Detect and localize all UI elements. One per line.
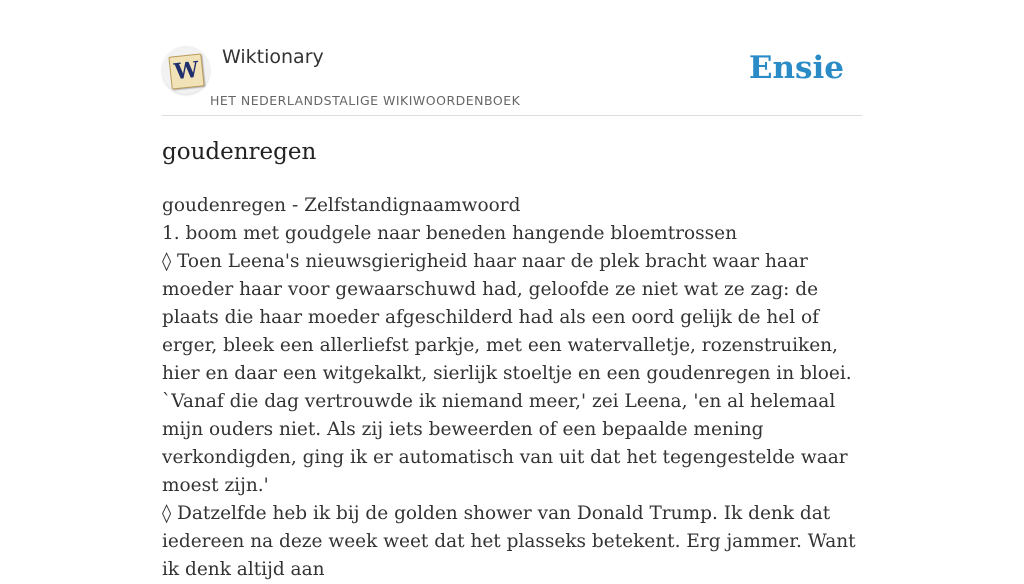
site-name[interactable]: Wiktionary [222, 46, 324, 68]
logo-letter: W [172, 56, 201, 86]
example-sentence: ◊ Toen Leena's nieuwsgierigheid haar naar de plek bracht waar haar moeder haar voor gewaarschuwd had, geloofde ze niet wat ze zag: de plaats die haar moeder afgeschilderd had als een oord gelijk de hel of erger, bleek een allerliefst parkje, met een watervalletje, rozenstruiken, hier en daar een witgekalkt, sierlijk stoeltje en een goudenregen in bloei. `Vanaf die dag vertrouwde ik niemand meer,' zei Leena, 'en al helemaal mijn ouders niet. Als zij iets beweerden of een bepaalde mening verkondigden, ging ik er automatisch van uit dat het tegengestelde waar moest zijn.' [162, 251, 852, 496]
ensie-brand-link[interactable]: Ensie [748, 50, 844, 86]
word-type: goudenregen - Zelfstandignaamwoord [162, 195, 521, 216]
page-title: goudenregen [162, 139, 317, 165]
page [162, 0, 862, 580]
example-sentence: ◊ Datzelfde heb ik bij de golden shower van Donald Trump. Ik denk dat iedereen na deze week weet dat het plasseks betekent. Erg jammer. Want ik denk altijd aan [162, 503, 856, 580]
entry-content [162, 192, 862, 584]
logo-tile [168, 53, 204, 89]
site-header [162, 0, 862, 116]
definition: 1. boom met goudgele naar beneden hangende bloemtrossen [162, 223, 737, 244]
site-tagline: HET NEDERLANDSTALIGE WIKIWOORDENBOEK [210, 93, 521, 108]
wiktionary-logo-icon[interactable] [162, 46, 210, 94]
